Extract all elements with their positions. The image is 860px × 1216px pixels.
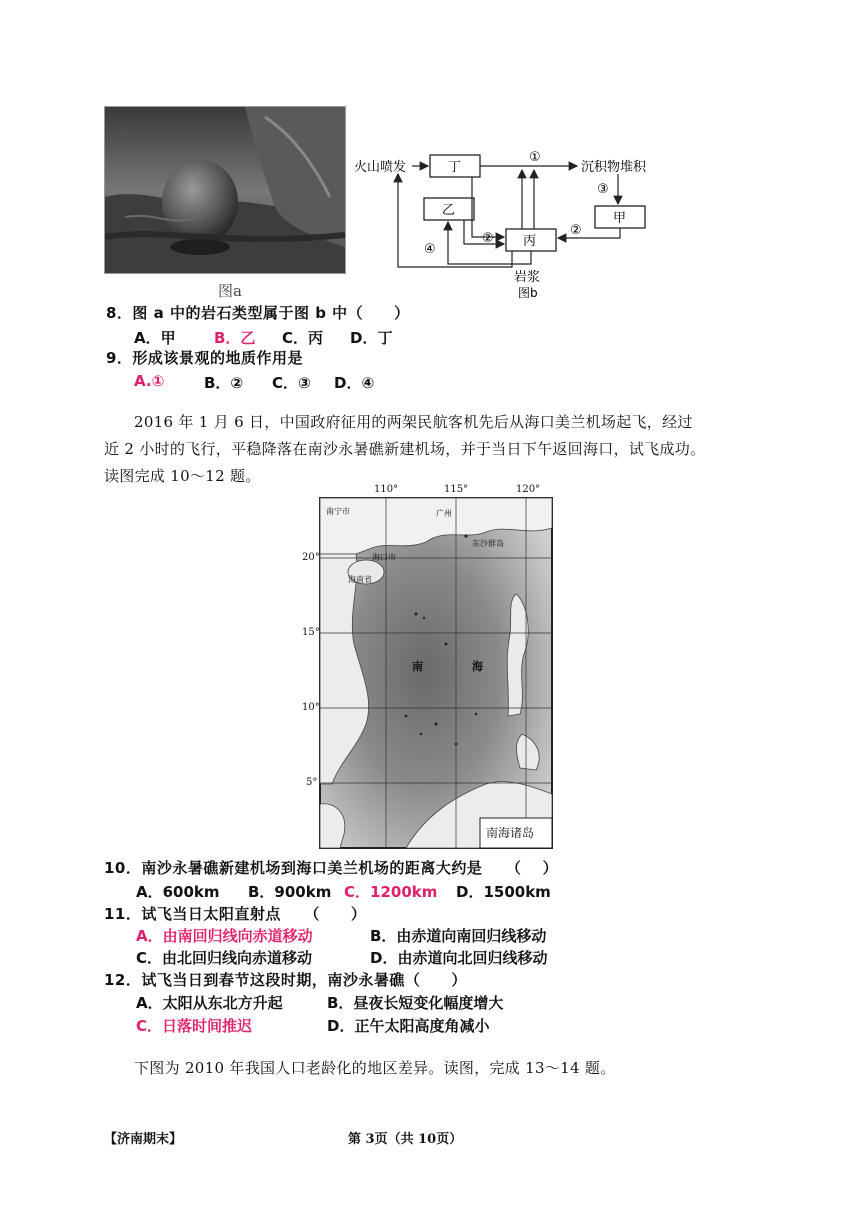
q8-option-c: C．丙	[282, 329, 324, 347]
label-arrow-3: ③	[597, 182, 609, 197]
label-yi: 乙	[442, 203, 456, 218]
figure-a-photo	[104, 106, 346, 274]
inset-label: 南海诸岛	[486, 826, 535, 840]
q12-option-b: B．昼夜长短变化幅度增大	[327, 994, 504, 1012]
q11-option-c: C．由北回归线向赤道移动	[136, 949, 313, 967]
label-bing: 丙	[523, 234, 537, 249]
q9-option-c: C．③	[272, 374, 311, 392]
q10-stem: 10．南沙永暑礁新建机场到海口美兰机场的距离大约是 （ ）	[104, 859, 559, 877]
q12-option-d: D．正午太阳高度角减小	[327, 1017, 490, 1035]
q8-option-a: A．甲	[134, 329, 176, 347]
passage-1-line-1: 2016 年 1 月 6 日，中国政府征用的两架民航客机先后从海口美兰机场起飞，经过	[134, 413, 693, 431]
label-sea-hai: 海	[472, 660, 483, 673]
label-haikou: 海口市	[372, 553, 396, 562]
rock-photo-image	[105, 107, 345, 273]
label-jia: 甲	[613, 211, 627, 226]
map-graphic	[296, 484, 564, 850]
q12-option-c: C．日落时间推迟	[136, 1017, 253, 1035]
label-arrow-2a: ②	[482, 231, 494, 246]
south-china-sea-map	[296, 484, 564, 850]
passage-1-line-2: 近 2 小时的飞行，平稳降落在南沙永暑礁新建机场，并于当日下午返回海口，试飞成功。	[104, 440, 706, 458]
label-arrow-1: ①	[529, 150, 541, 165]
q10-option-d: D．1500km	[456, 883, 551, 901]
q10-option-b: B．900km	[248, 883, 332, 901]
q12-option-a: A．太阳从东北方升起	[136, 994, 283, 1012]
q8-option-b: B．乙	[214, 329, 256, 347]
q11-option-d: D．由赤道向北回归线移动	[370, 949, 548, 967]
lon-110: 110°	[374, 484, 399, 495]
label-arrow-2b: ②	[570, 223, 582, 238]
label-sediment: 沉积物堆积	[581, 160, 647, 175]
q12-stem: 12．试飞当日到春节这段时期，南沙永暑礁（ ）	[104, 971, 467, 989]
lat-10: 10°	[302, 702, 320, 713]
q8-option-d: D．丁	[350, 329, 393, 347]
label-sea-nan: 南	[412, 660, 423, 673]
lon-120: 120°	[516, 484, 541, 495]
rock-cycle-diagram	[352, 142, 692, 300]
lat-20: 20°	[302, 552, 320, 563]
figure-b-caption: 图b	[518, 286, 538, 300]
lon-115: 115°	[444, 484, 469, 495]
figure-a-caption: 图a	[218, 282, 242, 300]
label-arrow-4: ④	[424, 242, 436, 257]
passage-1-line-3: 读图完成 10～12 题。	[104, 467, 261, 485]
q11-option-a: A．由南回归线向赤道移动	[136, 927, 313, 945]
footer-source: 【济南期末】	[104, 1132, 183, 1147]
passage-2: 下图为 2010 年我国人口老龄化的地区差异。读图，完成 13～14 题。	[134, 1059, 616, 1077]
q11-stem: 11．试飞当日太阳直射点 （ ）	[104, 905, 367, 923]
label-guangzhou: 广州	[436, 509, 452, 518]
q9-stem: 9．形成该景观的地质作用是	[106, 349, 303, 367]
q9-option-b: B．②	[204, 374, 244, 392]
q10-option-c: C．1200km	[344, 883, 438, 901]
q9-option-d: D．④	[334, 374, 375, 392]
footer-page-number: 第 3页（共 10页）	[348, 1132, 463, 1147]
label-hainan: 海南省	[348, 575, 372, 584]
lat-15: 15°	[302, 627, 320, 638]
q8-stem: 8．图 a 中的岩石类型属于图 b 中（ ）	[106, 304, 410, 322]
q9-option-a: A.①	[134, 372, 165, 390]
label-nanning: 南宁市	[326, 507, 350, 516]
label-dongsha: 东沙群岛	[472, 539, 504, 548]
label-ding: 丁	[448, 160, 462, 175]
label-volcano: 火山喷发	[354, 160, 407, 175]
q11-option-b: B．由赤道向南回归线移动	[370, 927, 547, 945]
label-magma: 岩浆	[514, 270, 541, 285]
lat-5: 5°	[306, 777, 318, 788]
q10-option-a: A．600km	[136, 883, 220, 901]
